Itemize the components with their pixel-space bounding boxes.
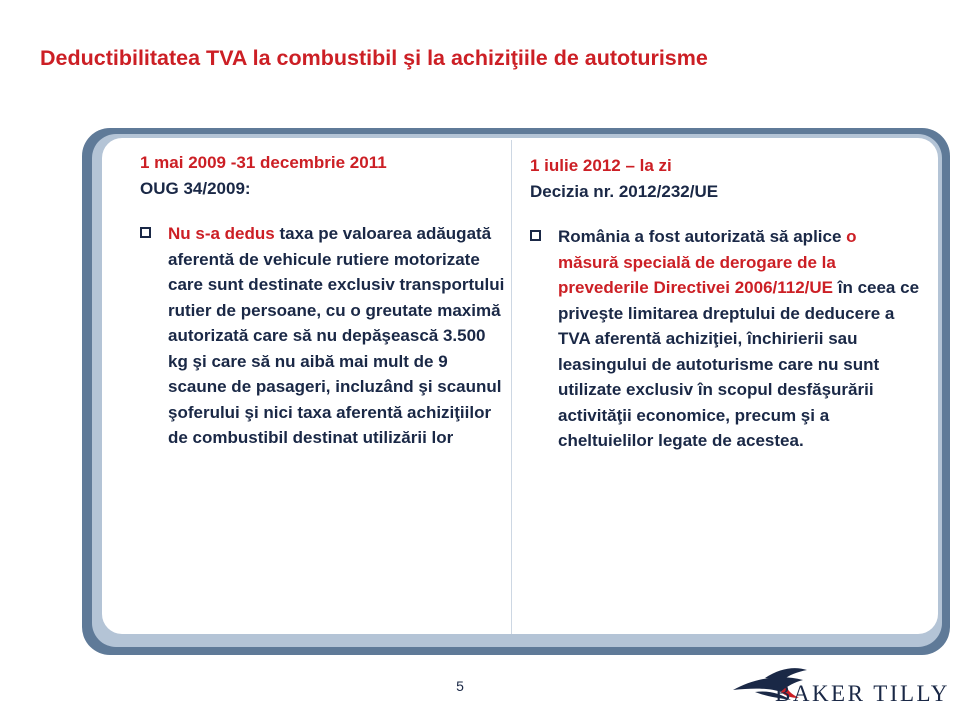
page-number: 5 [456,678,464,694]
left-period: 1 mai 2009 -31 decembrie 2011 [140,153,387,172]
checkbox-bullet-icon [140,227,151,238]
right-period: 1 iulie 2012 – la zi [530,156,672,175]
left-law: OUG 34/2009: [140,178,251,198]
right-bullet-text: în ceea ce priveşte limitarea dreptului de deducere a TVA aferentă achiziţiei, închirierii sau leasingului de autoturisme care nu sunt utilizate exclusiv în scopul desfăşurării activităţii economice, precum şi a cheltuielilor legate de acestea. [558,278,920,450]
left-bullet [140,221,510,451]
slide-title: Deductibilitatea TVA la combustibil şi la achiziţiile de autoturisme [40,46,708,70]
left-bullet-text: taxa pe valoarea adăugată aferentă de vehicule rutiere motorizate care sunt destinate exclusiv transportului rutier de persoane, cu o greutate maximă autorizată care să nu depăşească 3.500 kg şi care să nu aibă mai mult de 9 scaune de pasageri, incluzând şi scaunul şoferului şi nici taxa aferentă achiziţiilor de combustibil destinat utilizării lor [168,224,505,447]
logo-text: BAKER TILLY [775,681,950,706]
checkbox-bullet-icon [530,230,541,241]
right-bullet-start: România a fost autorizată să aplice [558,227,847,246]
left-column [140,150,510,451]
column-divider [511,140,512,634]
left-bullet-highlight: Nu s-a dedus [168,224,275,243]
right-column [530,153,920,454]
right-decision: Decizia nr. 2012/232/UE [530,181,719,201]
right-bullet-highlight: o măsură specială de derogare de la prevederile Directivei 2006/112/UE [558,227,857,297]
right-bullet [530,224,920,454]
